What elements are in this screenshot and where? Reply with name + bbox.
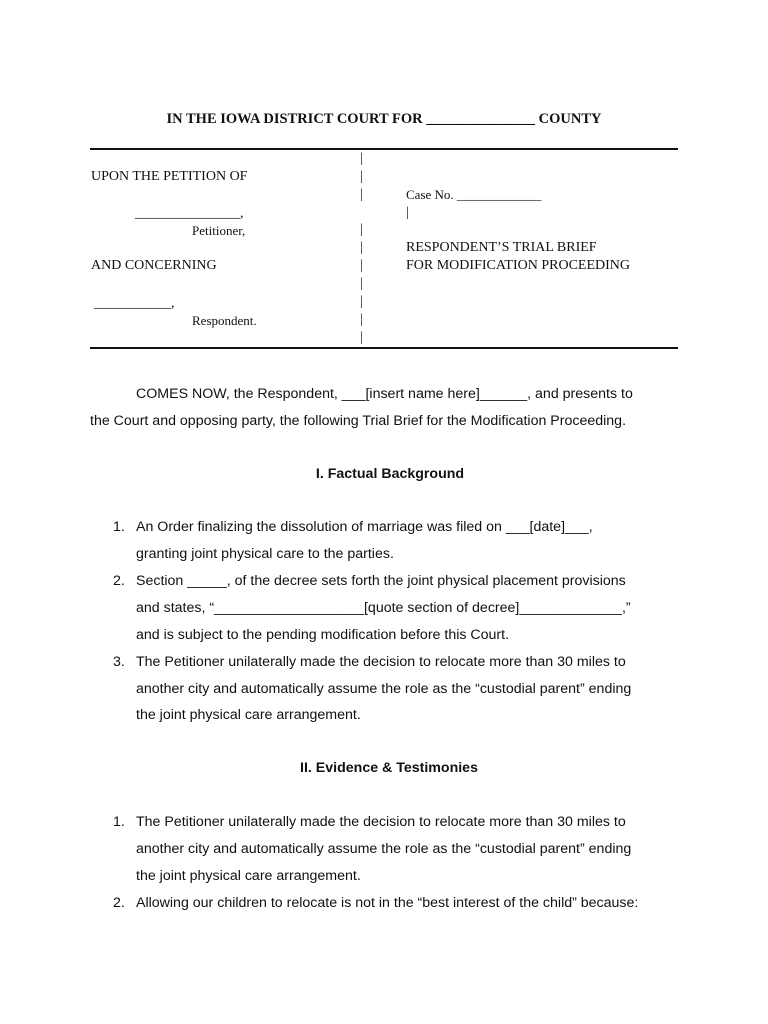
caption-divider-mark: | (360, 240, 363, 255)
intro-line-1: COMES NOW, the Respondent, ___[insert name here]______, and presents to (136, 386, 633, 402)
caption-divider-mark: | (360, 276, 363, 291)
list-item-line: Allowing our children to relocate is not in the “best interest of the child” because: (136, 895, 639, 911)
list-item-line: granting joint physical care to the parties. (136, 546, 394, 562)
caption-divider-mark: | (360, 222, 363, 237)
list-item-line: The Petitioner unilaterally made the decision to relocate more than 30 miles to (136, 814, 626, 830)
caption-divider-mark: | (360, 169, 363, 184)
respondent-name-blank: ___________, (94, 296, 175, 311)
list-item-line: and is subject to the pending modification before this Court. (136, 627, 510, 643)
list-item-line: another city and automatically assume the role as the “custodial parent” ending (136, 841, 632, 857)
list-item-number: 2. (113, 573, 125, 589)
list-item-line: The Petitioner unilaterally made the decision to relocate more than 30 miles to (136, 654, 626, 670)
section-heading-factual-background: I. Factual Background (315, 466, 465, 482)
caption-bottom-rule (90, 347, 678, 349)
petitioner-label: Petitioner, (192, 223, 246, 238)
petitioner-name-blank: _______________, (135, 206, 244, 221)
list-item-number: 2. (113, 895, 125, 911)
list-item-line: the joint physical care arrangement. (136, 868, 361, 884)
list-item-line: Section _____, of the decree sets forth the joint physical placement provisions (136, 573, 626, 589)
caption-divider-mark: | (360, 330, 363, 345)
list-item-line: An Order finalizing the dissolution of marriage was filed on ___[date]___, (136, 519, 593, 535)
and-concerning-label: AND CONCERNING (91, 258, 217, 273)
list-item-line: and states, “___________________[quote section of decree]_____________,” (136, 600, 631, 616)
upon-petition-label: UPON THE PETITION OF (91, 169, 248, 184)
respondent-label: Respondent. (192, 313, 257, 328)
list-item-number: 1. (113, 814, 125, 830)
brief-title-line-2: FOR MODIFICATION PROCEEDING (406, 258, 631, 273)
list-item-number: 3. (113, 654, 125, 670)
intro-line-2: the Court and opposing party, the following Trial Brief for the Modification Proceeding. (90, 413, 627, 429)
case-number-pipe: | (406, 205, 409, 220)
section-heading-evidence-testimonies: II. Evidence & Testimonies (300, 760, 478, 776)
list-item-line: the joint physical care arrangement. (136, 707, 361, 723)
caption-top-rule (90, 148, 678, 150)
list-item-number: 1. (113, 519, 125, 535)
case-number-field: Case No. _____________ (406, 187, 542, 202)
caption-divider-mark: | (360, 151, 363, 166)
caption-divider-mark: | (360, 294, 363, 309)
court-title: IN THE IOWA DISTRICT COURT FOR _______________ COUNTY (166, 111, 602, 127)
brief-title-line-1: RESPONDENT’S TRIAL BRIEF (406, 240, 597, 255)
caption-divider-mark: | (360, 258, 363, 273)
caption-divider-mark: | (360, 312, 363, 327)
caption-divider-mark: | (360, 187, 363, 202)
list-item-line: another city and automatically assume the role as the “custodial parent” ending (136, 681, 632, 697)
